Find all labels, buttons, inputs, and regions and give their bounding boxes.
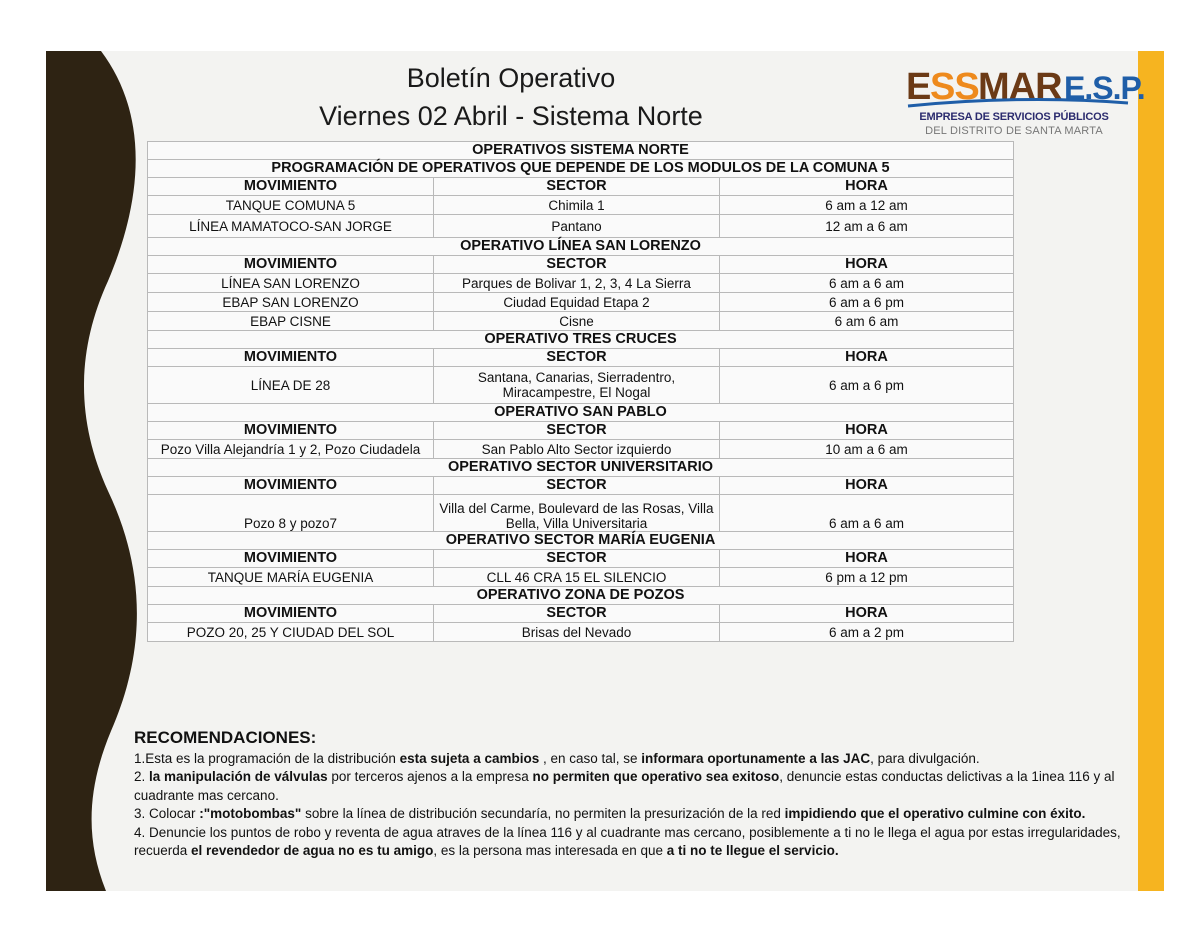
cell-movimiento: Pozo Villa Alejandría 1 y 2, Pozo Ciudadela [148,440,434,459]
section-title: OPERATIVO LÍNEA SAN LORENZO [148,238,1014,256]
col-header-movimiento: MOVIMIENTO [148,178,434,196]
section-title-row [148,404,1014,422]
cell-sector: Ciudad Equidad Etapa 2 [434,293,720,312]
title-line-1: Boletín Operativo [406,63,616,93]
cell-hora: 6 am a 6 pm [720,367,1014,404]
section-title: OPERATIVO ZONA DE POZOS [148,587,1014,605]
col-header-hora: HORA [720,550,1014,568]
section-title: PROGRAMACIÓN DE OPERATIVOS QUE DEPENDE DE LOS MODULOS DE LA COMUNA 5 [148,160,1014,178]
recommendation-text: sobre la línea de distribución secundaría, no permiten la presurización de la red [301,806,785,821]
table-row [148,440,1014,459]
cell-sector: Pantano [434,215,720,238]
table-row [148,293,1014,312]
recommendation-text: , denuncie estas conductas delictivas a la 1inea 116 y al cuadrante mas cercano. [134,769,1115,803]
table-row [148,215,1014,238]
col-header-movimiento: MOVIMIENTO [148,605,434,623]
cell-movimiento: POZO 20, 25 Y CIUDAD DEL SOL [148,623,434,642]
cell-hora: 6 am a 6 am [720,274,1014,293]
logo-subtitle-1: EMPRESA DE SERVICIOS PÚBLICOS [919,111,1109,123]
recommendation-text: , para divulgación. [870,750,980,766]
col-header-hora: HORA [720,178,1014,196]
cell-movimiento: EBAP SAN LORENZO [148,293,434,312]
col-header-sector: SECTOR [434,178,720,196]
svg-text:MAR: MAR [978,66,1062,108]
title-line-2: Viernes 02 Abril - Sistema Norte [319,101,703,131]
cell-hora: 6 am a 6 pm [720,293,1014,312]
cell-sector: Chimila 1 [434,196,720,215]
cell-movimiento: EBAP CISNE [148,312,434,331]
section-title: OPERATIVO SECTOR MARÍA EUGENIA [148,532,1014,550]
accent-bar [1138,51,1164,891]
cell-sector: San Pablo Alto Sector izquierdo [434,440,720,459]
cell-movimiento: LÍNEA DE 28 [148,367,434,404]
recommendation-text: 4. Denuncie los puntos de robo y reventa de agua atraves de la línea 116 y al cuadrante mas cercano, posiblemente a ti no le llega el agua por estas irregularidades, recuerda [134,824,1121,858]
cell-hora: 6 am 6 am [720,312,1014,331]
col-header-hora: HORA [720,605,1014,623]
recommendation-emphasis: no permiten que operativo sea exitoso [532,769,780,784]
recommendation-emphasis: el revendedor de agua no es tu amigo [191,843,434,858]
table-row [148,196,1014,215]
cell-movimiento: LÍNEA MAMATOCO-SAN JORGE [148,215,434,238]
svg-text:E: E [906,66,931,108]
col-header-movimiento: MOVIMIENTO [148,256,434,274]
recommendation-text: por terceros ajenos a la empresa [327,769,533,784]
col-header-sector: SECTOR [434,550,720,568]
svg-text:E.S.P.: E.S.P. [1064,70,1145,106]
section-title-row [148,532,1014,550]
column-header-row [148,256,1014,274]
table-row [148,312,1014,331]
table-row [148,274,1014,293]
section-title: OPERATIVO SECTOR UNIVERSITARIO [148,459,1014,477]
cell-movimiento: TANQUE COMUNA 5 [148,196,434,215]
cell-sector: Villa del Carme, Boulevard de las Rosas, Villa Bella, Villa Universitaria [434,495,720,532]
column-header-row [148,550,1014,568]
column-header-row [148,605,1014,623]
cell-hora: 6 pm a 12 pm [720,568,1014,587]
recommendation-text: , es la persona mas interesada en que [433,843,667,858]
column-header-row [148,349,1014,367]
table-row [148,495,1014,532]
recommendation-text: 3. Colocar [134,806,200,821]
cell-movimiento: Pozo 8 y pozo7 [148,495,434,532]
cell-sector: Brisas del Nevado [434,623,720,642]
table-row [148,568,1014,587]
col-header-sector: SECTOR [434,256,720,274]
section-title-row [148,160,1014,178]
cell-sector: Cisne [434,312,720,331]
col-header-hora: HORA [720,422,1014,440]
section-title: OPERATIVO SAN PABLO [148,404,1014,422]
recommendation-emphasis: :"motobombas" [199,806,302,821]
cell-hora: 10 am a 6 am [720,440,1014,459]
col-header-movimiento: MOVIMIENTO [148,349,434,367]
col-header-sector: SECTOR [434,422,720,440]
cell-movimiento: LÍNEA SAN LORENZO [148,274,434,293]
cell-hora: 6 am a 6 am [720,495,1014,532]
section-title: OPERATIVO TRES CRUCES [148,331,1014,349]
section-title-row [148,331,1014,349]
bulletin-title [246,59,776,135]
col-header-movimiento: MOVIMIENTO [148,477,434,495]
cell-sector: Santana, Canarias, Sierradentro, Miracampestre, El Nogal [434,367,720,404]
recommendations [134,729,1134,861]
recommendation-emphasis: a ti no te llegue el servicio. [666,843,839,858]
col-header-hora: HORA [720,349,1014,367]
logo-subtitle-2: DEL DISTRITO DE SANTA MARTA [925,125,1103,137]
recommendation-item [134,805,1134,824]
col-header-hora: HORA [720,477,1014,495]
svg-text:SS: SS [930,66,979,108]
section-title-row [148,587,1014,605]
table-title-row [148,142,1014,160]
col-header-sector: SECTOR [434,477,720,495]
col-header-movimiento: MOVIMIENTO [148,422,434,440]
col-header-movimiento: MOVIMIENTO [148,550,434,568]
recommendations-heading: RECOMENDACIONES: [134,728,317,747]
cell-sector: Parques de Bolivar 1, 2, 3, 4 La Sierra [434,274,720,293]
section-title-row [148,238,1014,256]
recommendation-emphasis: impidiendo que el operativo culmine con éxito. [784,806,1086,821]
col-header-sector: SECTOR [434,349,720,367]
operations-table [147,141,1014,642]
recommendation-text: , en caso tal, se [539,750,642,766]
essmar-logo [896,59,1145,141]
cell-movimiento: TANQUE MARÍA EUGENIA [148,568,434,587]
bulletin-slide [46,51,1164,891]
column-header-row [148,477,1014,495]
recommendation-text: 2. [134,769,150,784]
cell-sector: CLL 46 CRA 15 EL SILENCIO [434,568,720,587]
column-header-row [148,178,1014,196]
col-header-sector: SECTOR [434,605,720,623]
table-title: OPERATIVOS SISTEMA NORTE [148,142,1014,160]
recommendation-item [134,768,1134,805]
recommendation-emphasis: la manipulación de válvulas [149,769,328,784]
table-row [148,367,1014,404]
recommendation-item [134,824,1134,861]
section-title-row [148,459,1014,477]
column-header-row [148,422,1014,440]
cell-hora: 6 am a 2 pm [720,623,1014,642]
recommendation-item [134,750,1134,769]
cell-hora: 12 am a 6 am [720,215,1014,238]
recommendation-emphasis: esta sujeta a cambios [399,750,540,766]
recommendation-emphasis: informara oportunamente a las JAC [641,750,871,766]
recommendation-text: 1.Esta es la programación de la distribución [134,750,400,766]
table-row [148,623,1014,642]
col-header-hora: HORA [720,256,1014,274]
cell-hora: 6 am a 12 am [720,196,1014,215]
